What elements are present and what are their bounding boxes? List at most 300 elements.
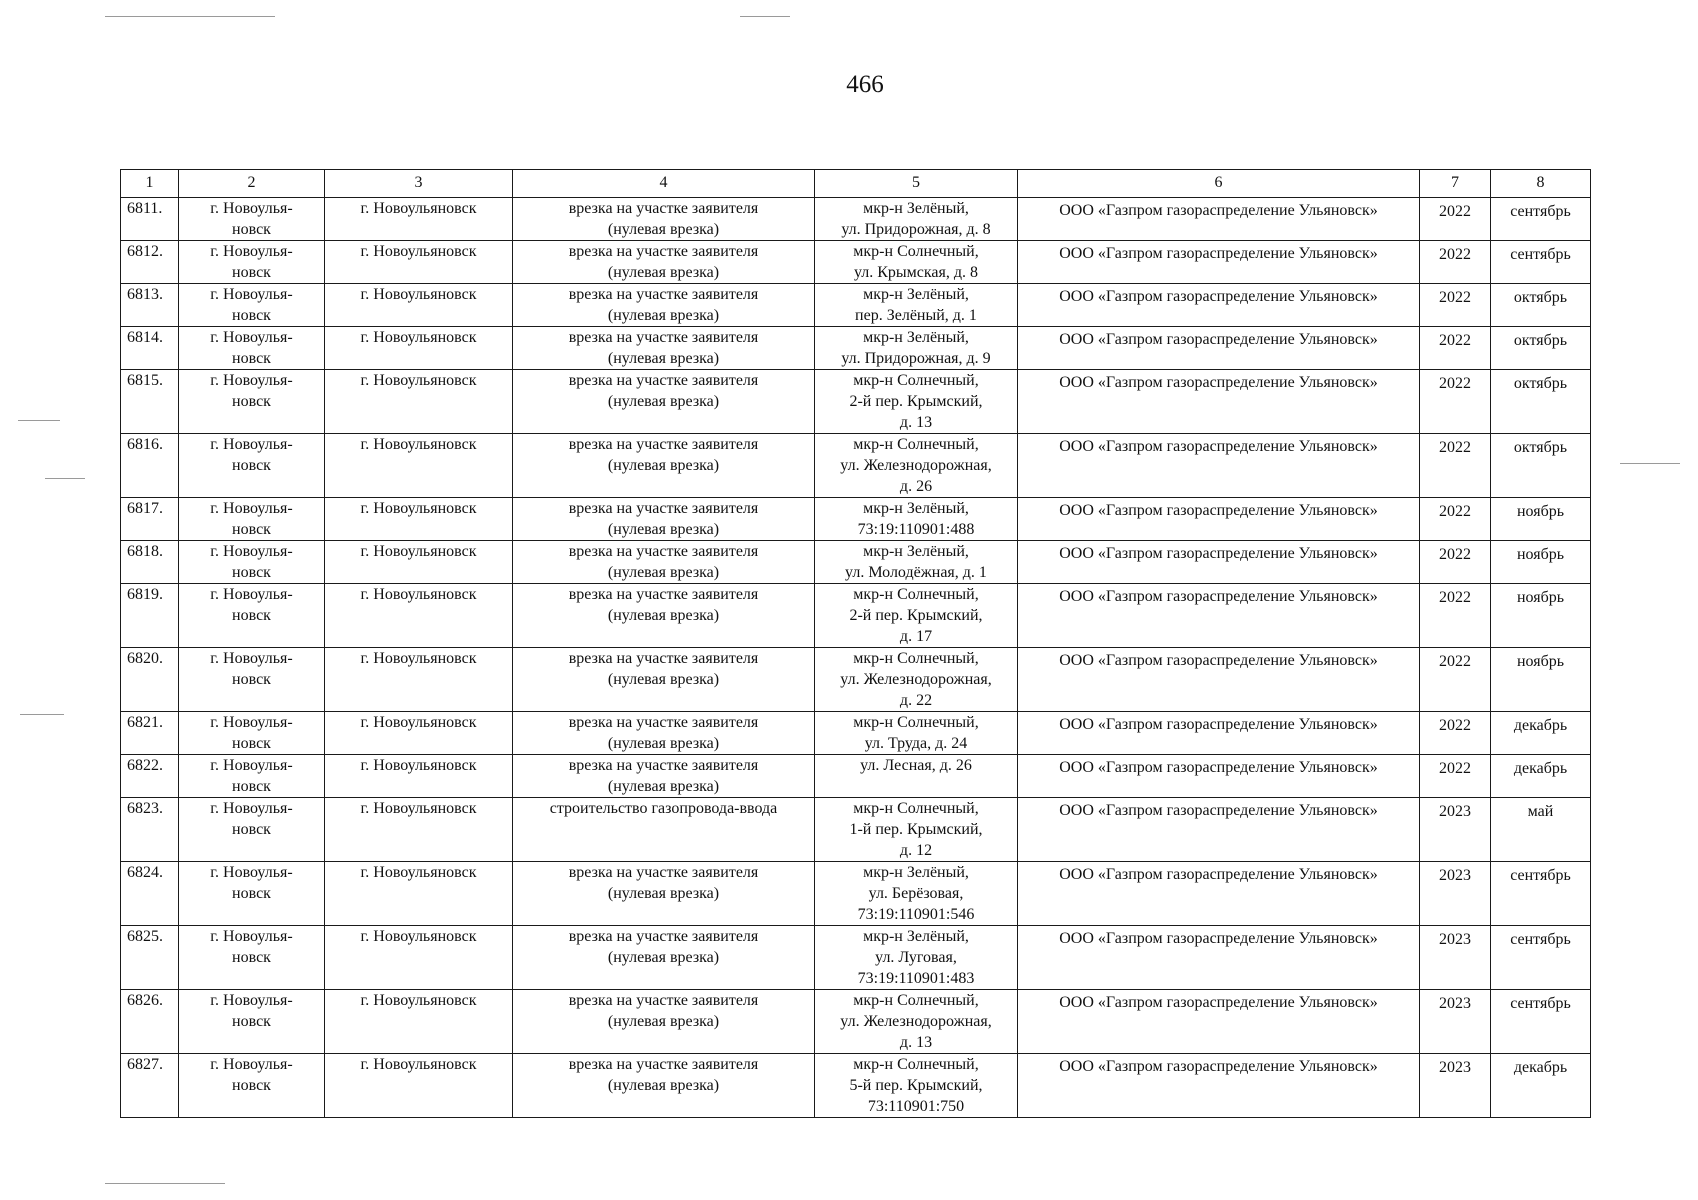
table-row <box>121 284 1591 327</box>
work-line: (нулевая врезка) <box>607 564 720 581</box>
organization-cell <box>1018 648 1420 712</box>
organization: ООО «Газпром газораспределение Ульяновск» <box>1059 438 1378 455</box>
month-cell <box>1491 241 1591 284</box>
row-number-cell <box>121 798 179 862</box>
settlement-cell <box>325 284 513 327</box>
month: декабрь <box>1513 1059 1568 1076</box>
address-line: д. 17 <box>899 628 933 645</box>
organization-cell <box>1018 198 1420 241</box>
month: октябрь <box>1513 375 1568 392</box>
organization: ООО «Газпром газораспределение Ульяновск» <box>1059 652 1378 669</box>
address-line: мкр-н Солнечный, <box>853 650 979 667</box>
table-header <box>121 170 1591 198</box>
year-cell <box>1420 755 1491 798</box>
organization: ООО «Газпром газораспределение Ульяновск» <box>1059 245 1378 262</box>
district-cell <box>179 584 325 648</box>
organization-cell <box>1018 862 1420 926</box>
table-row <box>121 498 1591 541</box>
settlement-cell <box>325 541 513 584</box>
organization: ООО «Газпром газораспределение Ульяновск» <box>1059 545 1378 562</box>
work-line: (нулевая врезка) <box>607 778 720 795</box>
month-cell <box>1491 926 1591 990</box>
address-line: мкр-н Солнечный, <box>853 586 979 603</box>
year-cell <box>1420 712 1491 755</box>
organization: ООО «Газпром газораспределение Ульяновск» <box>1059 374 1378 391</box>
settlement: г. Новоульяновск <box>360 714 477 731</box>
row-number-cell <box>121 327 179 370</box>
organization-cell <box>1018 755 1420 798</box>
month-cell <box>1491 370 1591 434</box>
row-number-cell <box>121 198 179 241</box>
organization-cell <box>1018 284 1420 327</box>
district-line: г. Новоулья- <box>210 928 293 945</box>
year: 2022 <box>1439 439 1471 456</box>
month-cell <box>1491 327 1591 370</box>
address-line: мкр-н Солнечный, <box>853 372 979 389</box>
address-line: д. 13 <box>899 1034 933 1051</box>
address-line: пер. Зелёный, д. 1 <box>855 307 977 324</box>
district-cell <box>179 434 325 498</box>
address-cell <box>815 327 1018 370</box>
table-row <box>121 370 1591 434</box>
year: 2023 <box>1439 995 1471 1012</box>
row-number-cell <box>121 284 179 327</box>
district-line: новск <box>232 778 271 795</box>
month: октябрь <box>1513 332 1568 349</box>
district-cell <box>179 370 325 434</box>
address-line: 73:110901:750 <box>867 1098 965 1115</box>
row-number-cell <box>121 648 179 712</box>
work-cell <box>513 712 815 755</box>
work-line: (нулевая врезка) <box>607 735 720 752</box>
address-line: ул. Лесная, д. 26 <box>860 757 972 774</box>
work-cell <box>513 584 815 648</box>
page-number: 466 <box>846 71 884 98</box>
row-number: 6823. <box>127 800 163 817</box>
address-cell <box>815 241 1018 284</box>
district-line: новск <box>232 885 271 902</box>
month-cell <box>1491 712 1591 755</box>
address-cell <box>815 498 1018 541</box>
work-line: (нулевая врезка) <box>607 457 720 474</box>
address-line: ул. Крымская, д. 8 <box>853 264 979 281</box>
row-number-cell <box>121 990 179 1054</box>
settlement-cell <box>325 1054 513 1118</box>
work-line: врезка на участке заявителя <box>568 543 759 560</box>
work-cell <box>513 541 815 584</box>
work-line: (нулевая врезка) <box>607 221 720 238</box>
district-cell <box>179 926 325 990</box>
address-line: мкр-н Солнечный, <box>853 1056 979 1073</box>
address-line: ул. Железнодорожная, <box>840 671 992 688</box>
address-line: мкр-н Зелёный, <box>863 200 969 217</box>
header-col-4: 4 <box>513 170 815 198</box>
year-cell <box>1420 327 1491 370</box>
table-row <box>121 990 1591 1054</box>
year: 2022 <box>1439 289 1471 306</box>
district-line: г. Новоулья- <box>210 286 293 303</box>
row-number: 6815. <box>127 372 163 389</box>
organization: ООО «Газпром газораспределение Ульяновск» <box>1059 202 1378 219</box>
district-line: новск <box>232 1013 271 1030</box>
row-number: 6819. <box>127 586 163 603</box>
work-line: (нулевая врезка) <box>607 949 720 966</box>
district-line: г. Новоулья- <box>210 992 293 1009</box>
district-line: г. Новоулья- <box>210 800 293 817</box>
work-line: врезка на участке заявителя <box>568 650 759 667</box>
organization-cell <box>1018 712 1420 755</box>
district-line: новск <box>232 221 271 238</box>
row-number-cell <box>121 498 179 541</box>
district-line: новск <box>232 350 271 367</box>
month-cell <box>1491 284 1591 327</box>
month-cell <box>1491 862 1591 926</box>
month: сентябрь <box>1510 931 1571 948</box>
month-cell <box>1491 198 1591 241</box>
row-number-cell <box>121 926 179 990</box>
work-line: врезка на участке заявителя <box>568 500 759 517</box>
work-line: (нулевая врезка) <box>607 350 720 367</box>
table-body <box>121 198 1591 1118</box>
address-line: мкр-н Зелёный, <box>863 500 969 517</box>
work-line: (нулевая врезка) <box>607 607 720 624</box>
district-cell <box>179 241 325 284</box>
month-cell <box>1491 498 1591 541</box>
address-line: д. 26 <box>899 478 933 495</box>
table-row <box>121 1054 1591 1118</box>
year: 2023 <box>1439 931 1471 948</box>
district-cell <box>179 862 325 926</box>
organization: ООО «Газпром газораспределение Ульяновск» <box>1059 716 1378 733</box>
month: октябрь <box>1513 439 1568 456</box>
address-line: мкр-н Солнечный, <box>853 800 979 817</box>
organization-cell <box>1018 241 1420 284</box>
header-col-1: 1 <box>121 170 179 198</box>
district-line: г. Новоулья- <box>210 329 293 346</box>
work-line: врезка на участке заявителя <box>568 243 759 260</box>
address-line: мкр-н Зелёный, <box>863 543 969 560</box>
address-cell <box>815 712 1018 755</box>
year: 2022 <box>1439 203 1471 220</box>
settlement-cell <box>325 648 513 712</box>
organization: ООО «Газпром газораспределение Ульяновск» <box>1059 759 1378 776</box>
table-row <box>121 755 1591 798</box>
row-number: 6820. <box>127 650 163 667</box>
table-row <box>121 798 1591 862</box>
year-cell <box>1420 198 1491 241</box>
district-line: новск <box>232 393 271 410</box>
row-number: 6813. <box>127 286 163 303</box>
table-row <box>121 584 1591 648</box>
month: ноябрь <box>1516 653 1565 670</box>
organization-cell <box>1018 498 1420 541</box>
month-cell <box>1491 648 1591 712</box>
work-line: (нулевая врезка) <box>607 307 720 324</box>
work-line: врезка на участке заявителя <box>568 714 759 731</box>
settlement-cell <box>325 198 513 241</box>
settlement-cell <box>325 862 513 926</box>
district-cell <box>179 755 325 798</box>
year: 2022 <box>1439 546 1471 563</box>
organization: ООО «Газпром газораспределение Ульяновск» <box>1059 802 1378 819</box>
address-cell <box>815 584 1018 648</box>
row-number: 6822. <box>127 757 163 774</box>
district-cell <box>179 648 325 712</box>
district-line: новск <box>232 607 271 624</box>
table-row <box>121 712 1591 755</box>
settlement-cell <box>325 926 513 990</box>
district-line: новск <box>232 735 271 752</box>
month-cell <box>1491 755 1591 798</box>
month: май <box>1527 803 1554 820</box>
settlement: г. Новоульяновск <box>360 992 477 1009</box>
table-row <box>121 241 1591 284</box>
organization: ООО «Газпром газораспределение Ульяновск» <box>1059 288 1378 305</box>
organization-cell <box>1018 584 1420 648</box>
address-line: ул. Железнодорожная, <box>840 1013 992 1030</box>
settlement: г. Новоульяновск <box>360 650 477 667</box>
month: сентябрь <box>1510 203 1571 220</box>
address-line: ул. Придорожная, д. 9 <box>841 350 991 367</box>
address-cell <box>815 990 1018 1054</box>
work-line: врезка на участке заявителя <box>568 372 759 389</box>
district-line: г. Новоулья- <box>210 714 293 731</box>
district-cell <box>179 1054 325 1118</box>
row-number: 6821. <box>127 714 163 731</box>
address-line: 2-й пер. Крымский, <box>849 607 983 624</box>
month-cell <box>1491 1054 1591 1118</box>
organization: ООО «Газпром газораспределение Ульяновск» <box>1059 1058 1378 1075</box>
year-cell <box>1420 498 1491 541</box>
work-line: (нулевая врезка) <box>607 885 720 902</box>
district-cell <box>179 541 325 584</box>
settlement-cell <box>325 755 513 798</box>
header-col-2: 2 <box>179 170 325 198</box>
header-col-5: 5 <box>815 170 1018 198</box>
district-line: г. Новоулья- <box>210 543 293 560</box>
district-cell <box>179 712 325 755</box>
row-number-cell <box>121 241 179 284</box>
organization: ООО «Газпром газораспределение Ульяновск» <box>1059 588 1378 605</box>
settlement: г. Новоульяновск <box>360 757 477 774</box>
month: сентябрь <box>1510 246 1571 263</box>
row-number-cell <box>121 862 179 926</box>
work-cell <box>513 926 815 990</box>
month: октябрь <box>1513 289 1568 306</box>
address-cell <box>815 648 1018 712</box>
district-line: новск <box>232 949 271 966</box>
month: ноябрь <box>1516 589 1565 606</box>
row-number: 6818. <box>127 543 163 560</box>
table-row <box>121 198 1591 241</box>
district-line: г. Новоулья- <box>210 757 293 774</box>
district-cell <box>179 498 325 541</box>
month: сентябрь <box>1510 995 1571 1012</box>
settlement-cell <box>325 584 513 648</box>
address-line: мкр-н Зелёный, <box>863 864 969 881</box>
address-line: 5-й пер. Крымский, <box>849 1077 983 1094</box>
address-cell <box>815 541 1018 584</box>
work-line: врезка на участке заявителя <box>568 286 759 303</box>
work-line: строительство газопровода-ввода <box>549 800 778 817</box>
year-cell <box>1420 370 1491 434</box>
organization: ООО «Газпром газораспределение Ульяновск» <box>1059 866 1378 883</box>
year: 2023 <box>1439 803 1471 820</box>
settlement: г. Новоульяновск <box>360 1056 477 1073</box>
year-cell <box>1420 241 1491 284</box>
district-line: новск <box>232 457 271 474</box>
month: ноябрь <box>1516 546 1565 563</box>
work-cell <box>513 198 815 241</box>
settlement-cell <box>325 434 513 498</box>
work-cell <box>513 370 815 434</box>
settlement-cell <box>325 712 513 755</box>
address-line: 73:19:110901:546 <box>857 906 975 923</box>
settlement: г. Новоульяновск <box>360 286 477 303</box>
address-line: д. 12 <box>899 842 933 859</box>
district-line: новск <box>232 307 271 324</box>
district-cell <box>179 284 325 327</box>
work-line: (нулевая врезка) <box>607 671 720 688</box>
row-number: 6811. <box>127 200 163 217</box>
address-line: 73:19:110901:483 <box>857 970 975 987</box>
address-line: ул. Труда, д. 24 <box>864 735 968 752</box>
district-line: г. Новоулья- <box>210 864 293 881</box>
work-line: (нулевая врезка) <box>607 264 720 281</box>
year-cell <box>1420 584 1491 648</box>
district-line: новск <box>232 264 271 281</box>
table-row <box>121 541 1591 584</box>
district-line: г. Новоулья- <box>210 372 293 389</box>
month: декабрь <box>1513 760 1568 777</box>
work-cell <box>513 755 815 798</box>
year: 2023 <box>1439 867 1471 884</box>
address-line: мкр-н Зелёный, <box>863 286 969 303</box>
organization-cell <box>1018 370 1420 434</box>
settlement: г. Новоульяновск <box>360 864 477 881</box>
row-number: 6827. <box>127 1056 163 1073</box>
district-line: новск <box>232 564 271 581</box>
row-number-cell <box>121 434 179 498</box>
settlement: г. Новоульяновск <box>360 586 477 603</box>
address-line: ул. Луговая, <box>875 949 957 966</box>
address-cell <box>815 370 1018 434</box>
year-cell <box>1420 648 1491 712</box>
address-line: ул. Железнодорожная, <box>840 457 992 474</box>
settlement: г. Новоульяновск <box>360 243 477 260</box>
work-line: (нулевая врезка) <box>607 521 720 538</box>
table-row <box>121 434 1591 498</box>
table-row <box>121 648 1591 712</box>
address-line: мкр-н Солнечный, <box>853 436 979 453</box>
settlement-cell <box>325 241 513 284</box>
row-number-cell <box>121 1054 179 1118</box>
work-cell <box>513 648 815 712</box>
organization: ООО «Газпром газораспределение Ульяновск» <box>1059 502 1378 519</box>
district-cell <box>179 198 325 241</box>
address-line: мкр-н Солнечный, <box>853 992 979 1009</box>
header-col-6: 6 <box>1018 170 1420 198</box>
work-line: врезка на участке заявителя <box>568 329 759 346</box>
year: 2022 <box>1439 332 1471 349</box>
year: 2022 <box>1439 589 1471 606</box>
district-line: г. Новоулья- <box>210 436 293 453</box>
month: сентябрь <box>1510 867 1571 884</box>
district-line: новск <box>232 671 271 688</box>
data-table <box>120 169 1591 1118</box>
work-line: врезка на участке заявителя <box>568 992 759 1009</box>
address-line: 1-й пер. Крымский, <box>849 821 983 838</box>
work-cell <box>513 498 815 541</box>
row-number: 6816. <box>127 436 163 453</box>
organization-cell <box>1018 990 1420 1054</box>
address-cell <box>815 1054 1018 1118</box>
district-line: г. Новоулья- <box>210 1056 293 1073</box>
address-line: мкр-н Солнечный, <box>853 243 979 260</box>
district-line: новск <box>232 521 271 538</box>
district-cell <box>179 990 325 1054</box>
address-cell <box>815 798 1018 862</box>
row-number-cell <box>121 370 179 434</box>
month-cell <box>1491 990 1591 1054</box>
work-line: врезка на участке заявителя <box>568 757 759 774</box>
work-line: врезка на участке заявителя <box>568 1056 759 1073</box>
district-cell <box>179 327 325 370</box>
organization: ООО «Газпром газораспределение Ульяновск» <box>1059 930 1378 947</box>
district-line: г. Новоулья- <box>210 650 293 667</box>
header-col-8: 8 <box>1491 170 1591 198</box>
row-number: 6825. <box>127 928 163 945</box>
year: 2022 <box>1439 717 1471 734</box>
work-line: (нулевая врезка) <box>607 1077 720 1094</box>
address-cell <box>815 198 1018 241</box>
row-number: 6817. <box>127 500 163 517</box>
month-cell <box>1491 584 1591 648</box>
organization-cell <box>1018 327 1420 370</box>
year-cell <box>1420 798 1491 862</box>
work-line: (нулевая врезка) <box>607 1013 720 1030</box>
year: 2022 <box>1439 653 1471 670</box>
work-cell <box>513 434 815 498</box>
organization-cell <box>1018 1054 1420 1118</box>
work-line: врезка на участке заявителя <box>568 928 759 945</box>
year: 2022 <box>1439 246 1471 263</box>
year-cell <box>1420 434 1491 498</box>
organization-cell <box>1018 926 1420 990</box>
header-col-7: 7 <box>1420 170 1491 198</box>
row-number-cell <box>121 755 179 798</box>
table-row <box>121 926 1591 990</box>
work-cell <box>513 327 815 370</box>
row-number-cell <box>121 584 179 648</box>
month-cell <box>1491 434 1591 498</box>
row-number: 6824. <box>127 864 163 881</box>
work-line: врезка на участке заявителя <box>568 200 759 217</box>
row-number: 6812. <box>127 243 163 260</box>
organization: ООО «Газпром газораспределение Ульяновск» <box>1059 331 1378 348</box>
settlement: г. Новоульяновск <box>360 928 477 945</box>
work-cell <box>513 1054 815 1118</box>
row-number: 6814. <box>127 329 163 346</box>
address-cell <box>815 284 1018 327</box>
work-cell <box>513 241 815 284</box>
header-col-3: 3 <box>325 170 513 198</box>
address-line: ул. Молодёжная, д. 1 <box>845 564 987 581</box>
address-line: ул. Берёзовая, <box>868 885 964 902</box>
settlement: г. Новоульяновск <box>360 543 477 560</box>
settlement-cell <box>325 498 513 541</box>
address-line: д. 22 <box>899 692 933 709</box>
